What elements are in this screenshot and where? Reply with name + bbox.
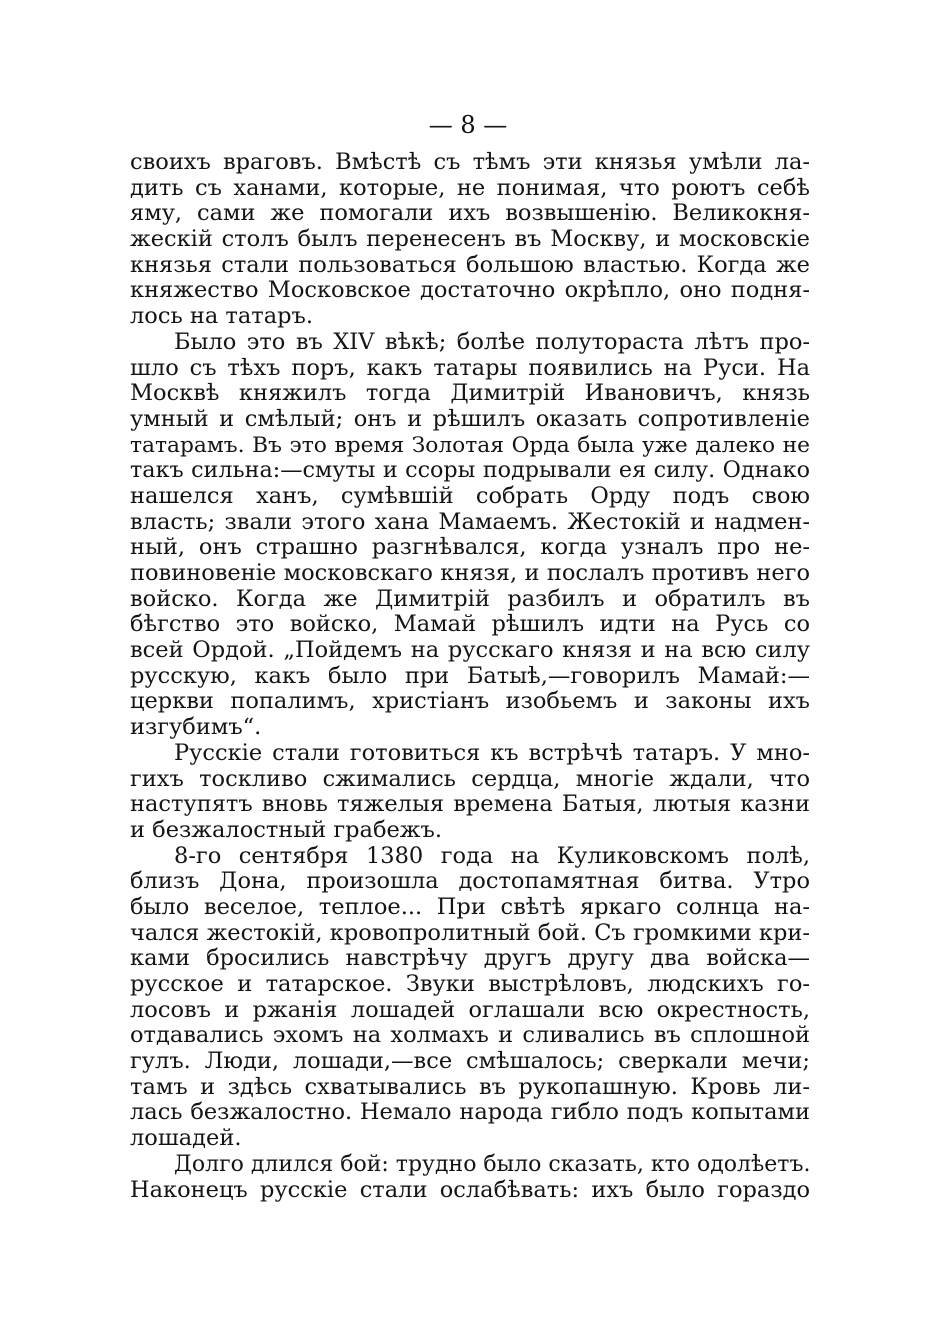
text-line: лась безжалостно. Немало народа гибло подъ копытами: [130, 1099, 810, 1126]
text-line: лошадей.: [130, 1125, 242, 1152]
text-line: всей Ордой. „Пойдемъ на русскаго князя и на всю силу: [130, 637, 810, 664]
text-line: умный и смѣлый; онъ и рѣшилъ оказать сопротивленiе: [130, 405, 810, 432]
text-line: 8-го сентября 1380 года на Куликовскомъ полѣ,: [174, 842, 810, 869]
text-line: шло съ тѣхъ поръ, какъ татары появились на Руси. На: [130, 354, 810, 381]
text-line: повиновенiе московскаго князя, и послалъ противъ него: [130, 560, 810, 586]
text-line: лось на татаръ.: [130, 303, 313, 330]
text-line: своихъ враговъ. Вмѣстѣ съ тѣмъ эти князья умѣли ла-: [130, 149, 810, 175]
text-line: нашелся ханъ, сумѣвшiй собрать Орду подъ свою: [130, 482, 810, 509]
body-text: [130, 150, 810, 1203]
text-line: ный, онъ страшно разгнѣвался, когда узналъ про не-: [130, 534, 810, 561]
text-line: наступятъ вновь тяжелыя времена Батыя, лютыя казни: [130, 791, 810, 818]
text-line: княжество Московское достаточно окрѣпло, оно подня-: [130, 277, 810, 304]
text-line: русское и татарское. Звуки выстрѣловъ, людскихъ го-: [130, 971, 810, 997]
text-line: Наконецъ русскiе стали ослабѣвать: ихъ было гораздо: [130, 1176, 810, 1203]
text-line: и безжалостный грабежъ.: [130, 816, 442, 843]
text-line: лосовъ и ржанiя лошадей оглашали всю окрестность,: [130, 996, 810, 1023]
text-line: Русскiе стали готовиться къ встрѣчѣ татаръ. У мно-: [174, 739, 810, 766]
text-line: дить съ ханами, которые, не понимая, что роютъ себѣ: [130, 174, 810, 201]
text-line: отдавались эхомъ на холмахъ и сливались въ сплошной: [130, 1022, 810, 1049]
text-line: войско. Когда же Димитрiй разбилъ и обратилъ въ: [130, 585, 810, 612]
text-line: бѣгство это войско, Мамай рѣшилъ идти на Русь со: [130, 611, 810, 638]
text-line: гулъ. Люди, лошади,—все смѣшалось; сверкали мечи;: [130, 1048, 810, 1075]
text-line: такъ сильна:—смуты и ссоры подрывали ея силу. Однако: [130, 457, 810, 484]
text-line: изгубимъ“.: [130, 714, 262, 741]
text-line: Москвѣ княжилъ тогда Димитрiй Ивановичъ, князь: [130, 380, 810, 407]
text-line: власть; звали этого хана Мамаемъ. Жестокiй и надмен-: [130, 508, 810, 535]
text-line: церкви попалимъ, христiанъ изобьемъ и законы ихъ: [130, 688, 810, 715]
text-line: Было это въ XIV вѣкѣ; болѣе полутораста лѣтъ про-: [174, 328, 810, 355]
text-line: русскую, какъ было при Батыѣ,—говорилъ Мамай:—: [130, 662, 810, 689]
text-line: яму, сами же помогали ихъ возвышенiю. Великокня-: [130, 200, 810, 227]
text-line: близъ Дона, произошла достопамятная битва. Утро: [130, 868, 810, 895]
text-line: гихъ тоскливо сжимались сердца, многiе ждали, что: [130, 765, 810, 792]
text-line: тамъ и здѣсь схватывались въ рукопашную. Кровь ли-: [130, 1073, 810, 1100]
page-number: — 8 —: [428, 111, 508, 139]
text-line: ками бросились навстрѣчу другъ другу два войска—: [130, 945, 810, 972]
text-line: было веселое, теплое... При свѣтѣ яркаго солнца на-: [130, 893, 810, 920]
text-line: татарамъ. Въ это время Золотая Орда была уже далеко не: [130, 432, 810, 458]
text-line: Долго длился бой: трудно было сказать, кто одолѣетъ.: [174, 1151, 811, 1177]
text-line: чался жестокiй, кровопролитный бой. Съ громкими кри-: [130, 919, 810, 946]
text-line: князья стали пользоваться большою властью. Когда же: [130, 251, 810, 278]
text-line: жескiй столъ былъ перенесенъ въ Москву, и московскiе: [130, 226, 810, 253]
